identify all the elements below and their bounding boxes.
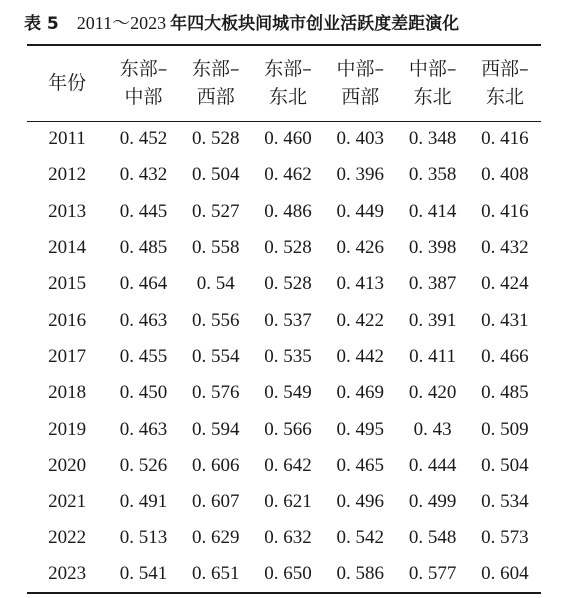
year-cell: 2020 (48, 454, 87, 476)
header-line: 东北 (269, 86, 308, 109)
value-cell: 0. 554 (191, 345, 240, 367)
table-row (27, 194, 541, 230)
gap-table (27, 44, 541, 594)
value-cell: 0. 413 (336, 273, 385, 295)
value-cell: 0. 431 (481, 309, 529, 331)
header-line: 东部– (119, 58, 168, 81)
value-cell: 0. 549 (264, 382, 312, 404)
value-cell: 0. 486 (264, 200, 312, 222)
value-cell: 0. 485 (119, 237, 168, 259)
value-cell: 0. 632 (264, 527, 312, 549)
table-row (27, 484, 541, 520)
table-row (27, 375, 541, 411)
value-cell: 0. 558 (191, 237, 240, 259)
year-cell: 2011 (48, 128, 86, 150)
value-cell: 0. 469 (336, 382, 385, 404)
value-cell: 0. 542 (336, 527, 385, 549)
table-row (27, 520, 541, 556)
value-cell: 0. 398 (408, 237, 457, 259)
value-cell: 0. 528 (264, 273, 312, 295)
table-row (27, 121, 541, 157)
value-cell: 0. 396 (336, 164, 385, 186)
value-cell: 0. 432 (119, 164, 168, 186)
value-cell: 0. 408 (481, 164, 529, 186)
value-cell: 0. 509 (481, 418, 529, 440)
year-cell: 2016 (48, 309, 87, 331)
value-cell: 0. 463 (119, 309, 168, 331)
value-cell: 0. 577 (396, 557, 468, 593)
value-cell: 0. 411 (409, 345, 456, 367)
header-east-west (180, 45, 252, 121)
value-cell: 0. 424 (481, 273, 529, 295)
value-cell: 0. 450 (119, 382, 168, 404)
value-cell: 0. 426 (336, 237, 385, 259)
caption-years: 2011～2023 (76, 13, 167, 33)
value-cell: 0. 416 (481, 200, 529, 222)
value-cell: 0. 528 (191, 128, 240, 150)
value-cell: 0. 391 (408, 309, 457, 331)
value-cell: 0. 527 (191, 200, 240, 222)
header-line: 东北 (413, 86, 452, 109)
value-cell: 0. 452 (119, 128, 168, 150)
value-cell: 0. 513 (119, 527, 168, 549)
value-cell: 0. 464 (119, 273, 168, 295)
header-line: 中部– (408, 58, 457, 81)
value-cell: 0. 444 (408, 454, 457, 476)
table-row (27, 302, 541, 338)
value-cell: 0. 576 (191, 382, 240, 404)
header-central-west (324, 45, 396, 121)
value-cell: 0. 403 (336, 128, 385, 150)
value-cell: 0. 650 (252, 557, 324, 593)
value-cell: 0. 573 (481, 527, 529, 549)
value-cell: 0. 442 (336, 345, 385, 367)
value-cell: 0. 416 (481, 128, 529, 150)
table-row (27, 448, 541, 484)
year-cell: 2019 (48, 418, 87, 440)
value-cell: 0. 548 (408, 527, 457, 549)
value-cell: 0. 491 (119, 491, 168, 513)
year-cell: 2017 (48, 345, 87, 367)
value-cell: 0. 449 (336, 200, 385, 222)
value-cell: 0. 629 (191, 527, 240, 549)
header-year: 年份 (27, 45, 107, 121)
header-line: 西部 (341, 86, 380, 109)
value-cell: 0. 496 (336, 491, 385, 513)
table-row (27, 266, 541, 302)
value-cell: 0. 414 (408, 200, 457, 222)
value-cell: 0. 495 (336, 418, 385, 440)
year-cell: 2014 (48, 237, 87, 259)
caption-title: 年四大板块间城市创业活跃度差距演化 (170, 14, 460, 34)
year-cell: 2012 (48, 164, 87, 186)
value-cell: 0. 348 (408, 128, 457, 150)
header-line: 西部 (196, 86, 235, 109)
value-cell: 0. 358 (408, 164, 457, 186)
value-cell: 0. 556 (191, 309, 240, 331)
table-row (27, 411, 541, 447)
value-cell: 0. 462 (264, 164, 312, 186)
value-cell: 0. 621 (264, 491, 312, 513)
value-cell: 0. 607 (191, 491, 240, 513)
year-cell: 2018 (48, 382, 87, 404)
value-cell: 0. 432 (481, 237, 529, 259)
year-cell: 2015 (48, 273, 87, 295)
value-cell: 0. 604 (469, 557, 541, 593)
value-cell: 0. 534 (481, 491, 529, 513)
header-east-northeast (252, 45, 324, 121)
table-row (27, 157, 541, 193)
value-cell: 0. 566 (264, 418, 312, 440)
value-cell: 0. 504 (481, 454, 529, 476)
value-cell: 0. 485 (481, 382, 529, 404)
value-cell: 0. 594 (191, 418, 240, 440)
year-cell: 2021 (48, 491, 87, 513)
header-row (27, 45, 541, 121)
value-cell: 0. 54 (196, 273, 235, 295)
table-caption (24, 8, 554, 38)
year-cell: 2013 (48, 200, 87, 222)
header-east-central (107, 45, 179, 121)
header-line: 西部– (481, 58, 529, 81)
value-cell: 0. 535 (264, 345, 312, 367)
header-west-northeast (469, 45, 541, 121)
value-cell: 0. 651 (180, 557, 252, 593)
header-line: 东部– (264, 58, 312, 81)
value-cell: 0. 465 (336, 454, 385, 476)
value-cell: 0. 422 (336, 309, 385, 331)
value-cell: 0. 43 (413, 418, 452, 440)
header-line: 中部 (124, 86, 163, 109)
table-row (27, 339, 541, 375)
year-cell: 2023 (27, 557, 107, 593)
value-cell: 0. 445 (119, 200, 168, 222)
value-cell: 0. 460 (264, 128, 312, 150)
value-cell: 0. 537 (264, 309, 312, 331)
value-cell: 0. 528 (264, 237, 312, 259)
header-line: 东北 (485, 86, 524, 109)
value-cell: 0. 420 (408, 382, 457, 404)
table-number: 表 5 (24, 14, 59, 34)
value-cell: 0. 504 (191, 164, 240, 186)
value-cell: 0. 387 (408, 273, 457, 295)
value-cell: 0. 541 (107, 557, 179, 593)
table-row (27, 557, 541, 593)
header-line: 中部– (336, 58, 385, 81)
header-central-northeast (396, 45, 468, 121)
value-cell: 0. 606 (191, 454, 240, 476)
value-cell: 0. 526 (119, 454, 168, 476)
value-cell: 0. 642 (264, 454, 312, 476)
value-cell: 0. 499 (408, 491, 457, 513)
table-row (27, 230, 541, 266)
value-cell: 0. 466 (481, 345, 529, 367)
year-cell: 2022 (48, 527, 87, 549)
header-line: 东部– (191, 58, 240, 81)
value-cell: 0. 463 (119, 418, 168, 440)
value-cell: 0. 586 (324, 557, 396, 593)
value-cell: 0. 455 (119, 345, 168, 367)
